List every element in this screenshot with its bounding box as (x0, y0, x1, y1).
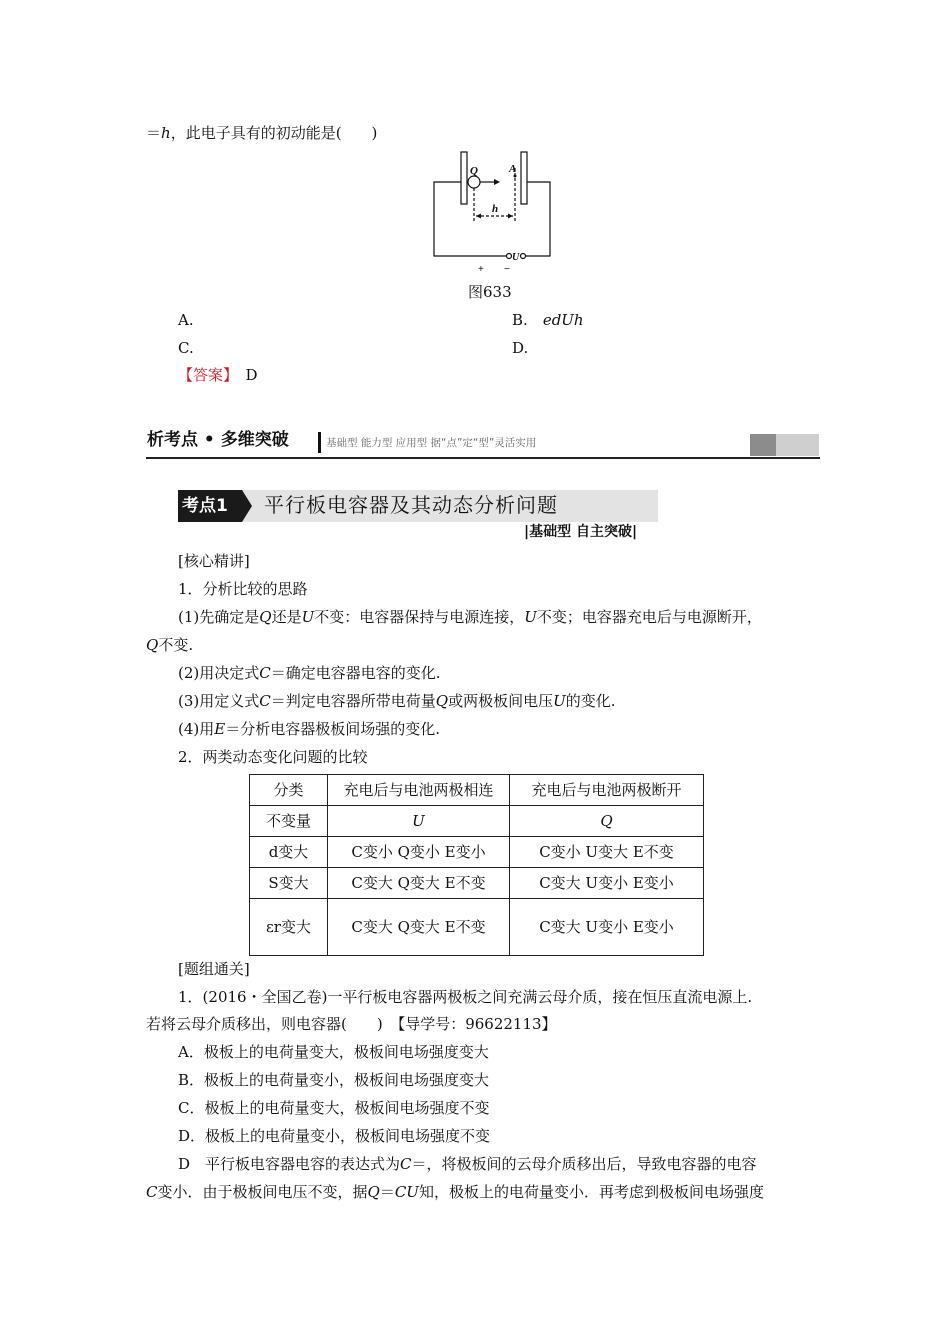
banner-decor-light (776, 434, 819, 456)
text: 不变；电容器充电后与电源断开， (536, 608, 762, 626)
solution-line-2 (146, 1183, 764, 1201)
table-row (250, 899, 704, 956)
text: ＝判定电容器所带电荷量 (270, 692, 436, 710)
text: 不变：电容器保持与电源连接， (314, 608, 525, 626)
table-row (250, 868, 704, 899)
var-q: Q (259, 608, 272, 626)
intro-text: ，此电子具有的初动能是( ) (170, 124, 378, 142)
section-banner-title: 析考点 • 多维突破 (147, 430, 289, 450)
answer-value: D (245, 366, 258, 384)
figure-caption: 图633 (468, 283, 512, 301)
banner-divider (318, 432, 321, 453)
label-q: Q (470, 165, 478, 177)
table-header-cell: 充电后与电池两极断开 (510, 775, 704, 806)
banner-decor-dark (750, 434, 776, 456)
core-heading-2: 2．两类动态变化问题的比较 (178, 748, 368, 766)
label-plus: + (478, 264, 484, 275)
question-1-line-1: 1．(2016・全国乙卷)一平行板电容器两极板之间充满云母介质，接在恒压直流电源上. (178, 988, 753, 1006)
table-header-cell: 分类 (250, 775, 328, 806)
text: 的变化. (565, 692, 616, 710)
label-u: U (512, 252, 520, 263)
comparison-table (249, 774, 704, 956)
label-minus: − (504, 264, 510, 275)
table-cell: S变大 (250, 868, 328, 899)
table-row (250, 837, 704, 868)
var-q: Q (435, 692, 449, 710)
var-c: C (259, 692, 271, 710)
intro-prefix: ＝ (146, 124, 162, 142)
var-e: E (214, 720, 226, 738)
topic-note: |基础型 自主突破| (524, 524, 638, 540)
table-cell: C变大 U变小 E变小 (510, 868, 704, 899)
topic-tag-arrow (242, 490, 252, 522)
table-cell: εr变大 (250, 899, 328, 956)
core-para-1 (178, 608, 762, 626)
answer-line (178, 366, 258, 384)
table-header-cell: 充电后与电池两极相连 (328, 775, 510, 806)
topic-title: 平行板电容器及其动态分析问题 (264, 493, 558, 517)
answer-label: 【答案】 (178, 366, 231, 384)
text: (2)用决定式 (178, 664, 260, 682)
text: ＝，将极板间的云母介质移出后，导致电容器的电容 (411, 1155, 757, 1173)
text: ＝分析电容器极板间场强的变化. (225, 720, 440, 738)
var-c: C (259, 664, 271, 682)
practice-header: [题组通关] (178, 960, 250, 978)
var-u: U (301, 608, 315, 626)
table-cell: C变小 Q变小 E变小 (328, 837, 510, 868)
intro-var: h (161, 124, 171, 142)
capacitor-circuit-figure (430, 148, 554, 278)
text: ＝确定电容器电容的变化. (270, 664, 441, 682)
table-cell: C变大 Q变大 E不变 (328, 868, 510, 899)
var-c: C (400, 1155, 412, 1173)
text: 或两极板间电压 (448, 692, 554, 710)
text: ＝ (379, 1183, 395, 1201)
table-cell: Q (510, 806, 704, 837)
question-1-option-b: B．极板上的电荷量变小，极板间电场强度变大 (178, 1071, 490, 1089)
table-cell: C变小 U变大 E不变 (510, 837, 704, 868)
core-para-3 (178, 692, 616, 710)
text: (4)用 (178, 720, 215, 738)
core-heading-1: 1．分析比较的思路 (178, 580, 308, 598)
core-para-2 (178, 664, 441, 682)
question-1-option-a: A．极板上的电荷量变大，极板间电场强度变大 (178, 1043, 489, 1061)
text: 还是 (271, 608, 302, 626)
table-cell: U (328, 806, 510, 837)
text: (1)先确定是 (178, 608, 260, 626)
text: 变小．由于极板间电压不变，据 (157, 1183, 368, 1201)
table-header-row (250, 775, 704, 806)
core-para-4 (178, 720, 440, 738)
var-u: U (524, 608, 537, 626)
var-q: Q (367, 1183, 380, 1201)
var-q: Q (146, 636, 159, 654)
option-a: A. (178, 311, 194, 329)
table-cell: d变大 (250, 837, 328, 868)
option-d: D. (512, 339, 529, 357)
var-c: C (146, 1183, 158, 1201)
core-para-1-cont (146, 636, 193, 654)
table-cell: C变大 U变小 E变小 (510, 899, 704, 956)
table-cell: C变大 Q变大 E不变 (328, 899, 510, 956)
text: (3)用定义式 (178, 692, 260, 710)
option-b-value: edUh (542, 311, 584, 329)
option-b (512, 311, 584, 329)
question-1-option-c: C．极板上的电荷量变大，极板间电场强度不变 (178, 1099, 490, 1117)
label-a: A (509, 163, 517, 175)
table-cell: 不变量 (250, 806, 328, 837)
section-banner-subtitle: 基础型 能力型 应用型 据“点”定“型”灵活实用 (326, 437, 537, 449)
banner-rule (146, 457, 820, 459)
option-c: C. (178, 339, 194, 357)
var-u: U (553, 692, 566, 710)
topic-tag: 考点1 (178, 490, 242, 522)
intro-line (146, 124, 377, 142)
solution-line-1 (178, 1155, 757, 1173)
question-1-line-2: 若将云母介质移出，则电容器( ) 【导学号：96622113】 (146, 1015, 557, 1033)
text: 不变. (158, 636, 194, 654)
table-row (250, 806, 704, 837)
var-cu: CU (394, 1183, 419, 1201)
text: D 平行板电容器电容的表达式为 (178, 1155, 401, 1173)
option-b-letter: B. (512, 311, 528, 329)
question-1-option-d: D．极板上的电荷量变小，极板间电场强度不变 (178, 1127, 491, 1145)
core-header: [核心精讲] (178, 552, 250, 570)
label-h: h (492, 203, 499, 215)
text: 知，极板上的电荷量变小．再考虑到极板间电场强度 (418, 1183, 764, 1201)
